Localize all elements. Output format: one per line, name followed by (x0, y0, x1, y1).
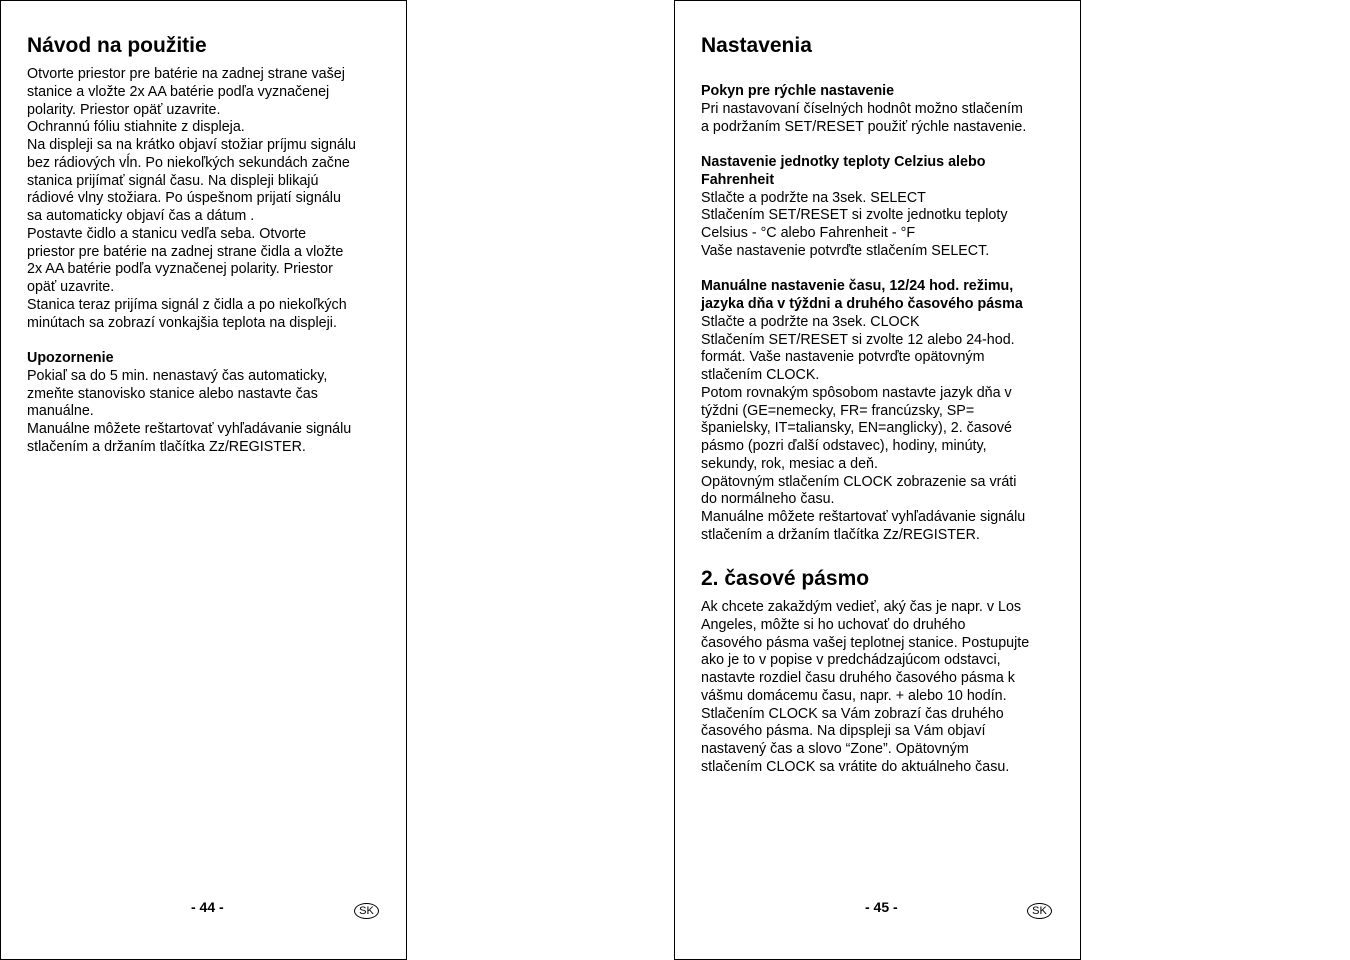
text-line: Angeles, môžte si ho uchovať do druhého (701, 616, 966, 633)
text-line: opäť uzavrite. (27, 279, 115, 295)
manual-page-left (0, 0, 407, 960)
text-line: stanice a vložte 2x AA batérie podľa vyznačenej (27, 83, 330, 100)
text-line: Manuálne môžete reštartovať vyhľadávanie signálu (701, 509, 1026, 525)
text-line: a podržaním SET/RESET použiť rýchle nastavenie. (701, 118, 1027, 135)
text-line: stlačením CLOCK sa vrátite do aktuálneho času. (701, 758, 1010, 775)
text-line: Ochrannú fóliu stiahnite z displeja. (27, 119, 245, 136)
text-line: bez rádiových vĺn. Po niekoľkých sekundách začne (27, 154, 350, 171)
instructions-section (27, 33, 387, 457)
text-line: manuálne. (27, 403, 94, 420)
intro-text (27, 66, 387, 457)
text-line: sa automaticky objaví čas a dátum . (27, 208, 255, 224)
text-line: stlačením a držaním tlačítka Zz/REGISTER. (27, 438, 306, 455)
text-line: minútach sa zobrazí vonkajšia teplota na displeji. (27, 314, 337, 331)
second-time-zone-section (701, 566, 1061, 777)
text-line: Potom rovnakým spôsobom nastavte jazyk dňa v (701, 384, 1012, 401)
text-line: Stanica teraz prijíma signál z čidla a po niekoľkých (27, 296, 347, 313)
text-line: Otvorte priestor pre batérie na zadnej strane vašej (27, 66, 345, 82)
text-line: Pokiaľ sa do 5 min. nenastavý čas automaticky, (27, 367, 328, 384)
text-line: stlačením CLOCK. (701, 367, 820, 383)
temperature-unit-heading: Nastavenie jednotky teploty Celzius alebo (701, 154, 986, 170)
text-line: Stlačením SET/RESET si zvolte 12 alebo 24-hod. (701, 331, 1015, 348)
text-line: Pri nastavovaní číselných hodnôt možno stlačením (701, 100, 1023, 117)
language-badge: SK (354, 903, 379, 919)
text-line: Stlačením CLOCK sa Vám zobrazí čas druhého (701, 705, 1004, 722)
text-line: vášmu domácemu času, napr. + alebo 10 hodín. (701, 687, 1007, 704)
text-line: Ak chcete zakaždým vedieť, aký čas je napr. v Los (701, 599, 1022, 615)
page-number: - 44 - (191, 899, 224, 915)
text-line: nastavený čas a slovo “Zone”. Opätovným (701, 741, 969, 757)
quick-setup-heading: Pokyn pre rýchle nastavenie (701, 83, 895, 99)
text-line: Opätovným stlačením CLOCK zobrazenie sa vráti (701, 473, 1017, 490)
text-line: ako je to v popise v predchádzajúcom odstavci, (701, 652, 1001, 669)
blank-line (27, 332, 387, 350)
blank-line (701, 261, 1061, 279)
text-line: Postavte čidlo a stanicu vedľa seba. Otvorte (27, 225, 307, 242)
text-line: do normálneho času. (701, 491, 835, 508)
text-line: španielsky, IT=taliansky, EN=anglicky), 2. časové (701, 420, 1012, 437)
settings-text (701, 83, 1061, 545)
language-badge: SK (1027, 903, 1052, 919)
temperature-unit-heading: Fahrenheit (701, 171, 775, 188)
text-line: Celsius - °C alebo Fahrenheit - °F (701, 225, 916, 241)
page-number: - 45 - (865, 899, 898, 915)
text-line: stanica prijímať signál času. Na displeji blikajú (27, 172, 319, 189)
text-line: zmeňte stanovisko stanice alebo nastavte čas (27, 385, 318, 402)
blank-line (701, 136, 1061, 154)
text-line: nastavte rozdiel času druhého časového pásma k (701, 670, 1015, 686)
text-line: časového pásma vašej teplotnej stanice. Postupujte (701, 634, 1030, 651)
text-line: Manuálne môžete reštartovať vyhľadávanie signálu (27, 421, 352, 437)
text-line: Vaše nastavenie potvrďte stlačením SELECT. (701, 242, 990, 259)
warning-heading: Upozornenie (27, 350, 114, 366)
text-line: priestor pre batérie na zadnej strane čidla a vložte (27, 243, 344, 260)
manual-time-heading: Manuálne nastavenie času, 12/24 hod. režimu, (701, 278, 1014, 295)
text-line: Stlačte a podržte na 3sek. CLOCK (701, 313, 920, 330)
text-line: rádiové vlny stožiara. Po úspešnom prijatí signálu (27, 190, 341, 207)
manual-page-right (674, 0, 1081, 960)
text-line: Na displeji sa na krátko objaví stožiar príjmu signálu (27, 137, 356, 153)
section-title: 2. časové pásmo (701, 567, 870, 590)
zone-text (701, 599, 1061, 777)
text-line: 2x AA batérie podľa vyznačenej polarity. Priestor (27, 261, 333, 278)
text-line: Stlačte a podržte na 3sek. SELECT (701, 189, 926, 206)
text-line: stlačením a držaním tlačítka Zz/REGISTER. (701, 526, 980, 543)
text-line: týždni (GE=nemecky, FR= francúzsky, SP= (701, 402, 975, 419)
text-line: pásmo (pozri ďalší odstavec), hodiny, minúty, (701, 438, 987, 454)
text-line: sekundy, rok, mesiac a deň. (701, 455, 878, 472)
text-line: polarity. Priestor opäť uzavrite. (27, 101, 221, 118)
text-line: Stlačením SET/RESET si zvolte jednotku teploty (701, 207, 1008, 224)
text-line: formát. Vaše nastavenie potvrďte opätovným (701, 349, 985, 366)
page-title: Nastavenia (701, 34, 812, 57)
settings-section (701, 33, 1061, 545)
text-line: časového pásma. Na dipspleji sa Vám objaví (701, 723, 986, 740)
page-title: Návod na použitie (27, 34, 207, 57)
manual-time-heading: jazyka dňa v týždni a druhého časového pásma (701, 296, 1023, 312)
